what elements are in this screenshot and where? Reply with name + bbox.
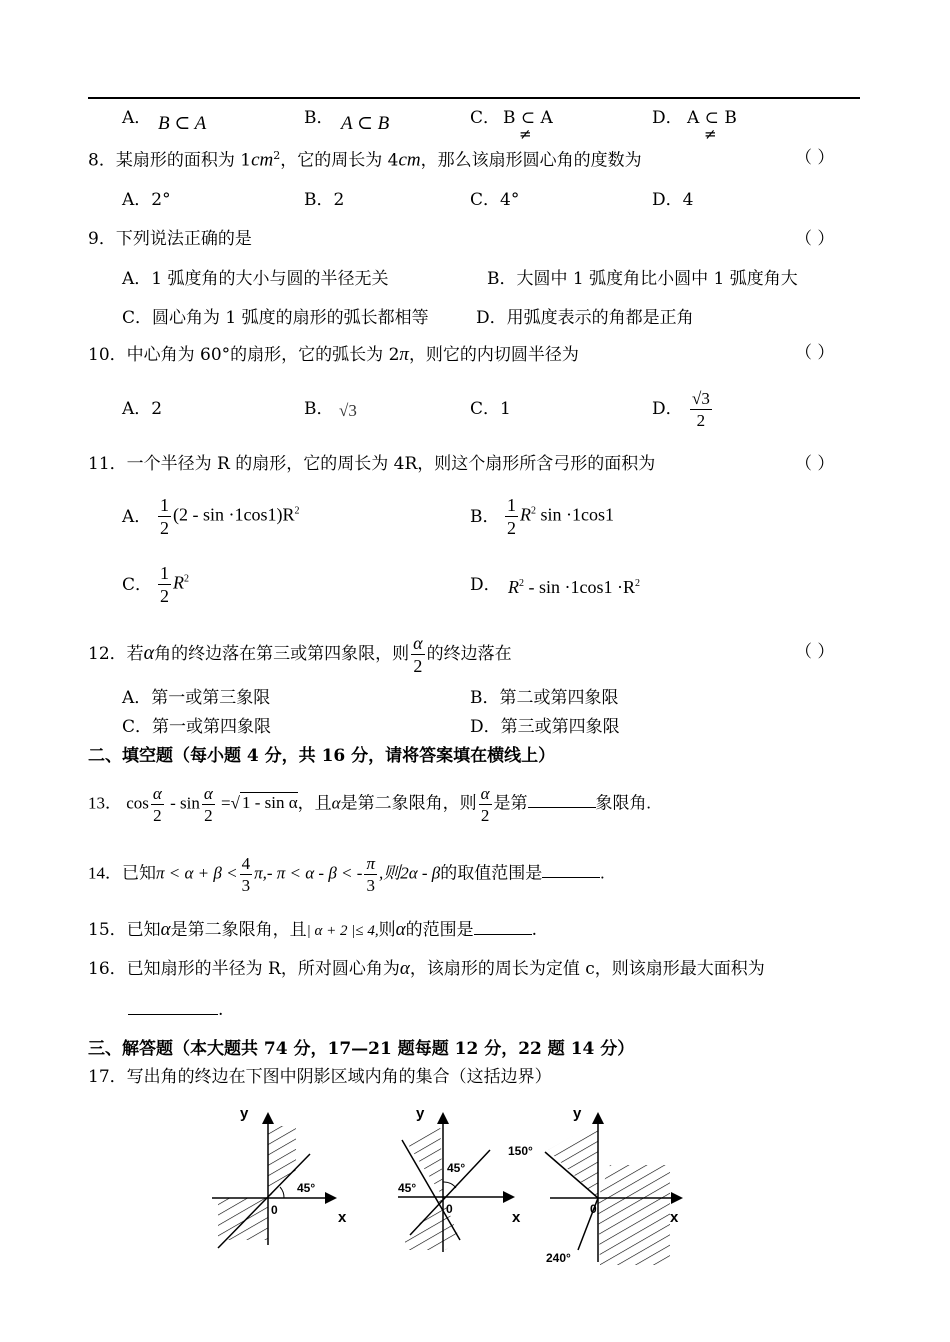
q16-number: 16． xyxy=(88,959,127,979)
q11-option-b-label: B． xyxy=(470,507,500,527)
fig2-angle-b: 45° xyxy=(398,1181,417,1195)
q7-option-c-text: B ⊂ A xyxy=(503,108,553,128)
q8-sup: 2 xyxy=(273,149,281,162)
q16-text-b: ，该扇形的周长为定值 c，则该扇形最大面积为 xyxy=(409,959,765,979)
q13-tail-b: 是第二象限角，则 xyxy=(340,793,477,813)
q13-frac3-den: 2 xyxy=(480,806,490,825)
fig1-shade-upper xyxy=(268,1126,296,1198)
q9-option-d: D．用弧度表示的角都是正角 xyxy=(476,308,694,328)
q13-frac1-num: α xyxy=(152,784,162,803)
q10-stem-b: ，则它的内切圆半径为 xyxy=(408,345,579,365)
fig3-shade-upper xyxy=(548,1122,598,1198)
q11-b-tail: sin ·1cos1 xyxy=(536,504,614,525)
q16-alpha: α xyxy=(399,958,410,979)
q13-root: 1 - sin α xyxy=(241,793,298,813)
q15-number: 15． xyxy=(88,920,127,940)
q8-option-b: B．2 xyxy=(304,190,345,210)
q7-option-a-label: A． xyxy=(122,108,152,128)
q8-option-c: C．4° xyxy=(470,190,520,210)
fig2-angle-arc xyxy=(443,1182,456,1188)
q14-number: 14． xyxy=(88,863,122,883)
q9-option-b: B．大圆中 1 弧度角比小圆中 1 弧度角大 xyxy=(487,269,798,289)
q14-frac2-den: 3 xyxy=(366,876,375,895)
q7-option-b-label: B． xyxy=(304,108,334,128)
q14-frac1-num: 4 xyxy=(241,854,251,873)
q14-expr-a: π < α + β < xyxy=(156,863,238,883)
q13-number: 13． xyxy=(88,793,122,813)
q7-option-d-label: D． xyxy=(652,108,683,128)
q8-stem-b: ，它的周长为 4 xyxy=(280,150,399,171)
q15-mid: 是第二象限角，且 xyxy=(170,920,307,940)
q10-d-numerator: √3 xyxy=(692,389,710,408)
q12-option-c: C．第一或第四象限 xyxy=(122,717,272,737)
q15-end: . xyxy=(531,920,537,940)
q11-stem-text: 一个半径为 R 的扇形，它的周长为 4R，则这个扇形所含弓形的面积为 xyxy=(126,454,656,474)
q17-stem: 写出角的终边在下图中阴影区域内角的集合（这括边界） xyxy=(126,1067,552,1087)
q8-answer-paren: （ ） xyxy=(795,148,835,168)
q13-frac3-num: α xyxy=(480,784,490,803)
q11-answer-paren: （ ） xyxy=(795,454,835,474)
q11-number: 11． xyxy=(88,454,127,474)
q11-d-r: R xyxy=(508,577,519,597)
q8-stem-a: 某扇形的面积为 1 xyxy=(115,150,252,171)
q7-option-c-neq: ≠ xyxy=(519,125,532,143)
q11-option-c-label: C． xyxy=(122,575,153,595)
q11-option-a-label: A． xyxy=(122,507,152,527)
q12-frac-den: 2 xyxy=(413,656,423,676)
q11-b-half-num: 1 xyxy=(507,495,516,515)
q13-tail-d: 象限角. xyxy=(595,793,651,813)
q10-option-d-label: D． xyxy=(652,399,683,419)
fig1-angle-arc xyxy=(280,1187,284,1198)
q13-frac1-den: 2 xyxy=(153,806,162,825)
q12-number: 12． xyxy=(88,644,127,664)
fig1-angle-label: 45° xyxy=(297,1181,316,1195)
q15-pre: 已知 xyxy=(126,920,161,940)
figure-1 xyxy=(212,1105,347,1248)
q13-alpha: α xyxy=(331,793,341,813)
q17-number: 17． xyxy=(88,1067,127,1087)
q15-condition: | α + 2 |≤ 4, xyxy=(306,923,379,939)
q10-stem-a: 中心角为 60°的扇形，它的弧长为 2 xyxy=(126,345,400,365)
q16-text-a: 已知扇形的半径为 R，所对圆心角为 xyxy=(126,959,400,979)
q10-number: 10． xyxy=(88,345,127,365)
q11-c-r: R xyxy=(173,572,184,593)
q10-d-denominator: 2 xyxy=(696,411,706,430)
q10-pi: π xyxy=(399,344,409,365)
fig2-y-label: y xyxy=(416,1105,425,1122)
q15-alpha-2: α xyxy=(395,919,406,940)
fig3-angle-240: 240° xyxy=(546,1251,571,1265)
figure-3 xyxy=(508,1105,680,1265)
q8-stem-c: ，那么该扇形圆心角的度数为 xyxy=(420,150,642,171)
q14-expr-b: π,- π < α - β < - xyxy=(254,863,363,883)
q8-option-d: D．4 xyxy=(652,190,694,210)
q11-d-square-2: 2 xyxy=(635,578,640,589)
section-3-heading: 三、解答题（本大题共 74 分，17—21 题每题 12 分，22 题 14 分） xyxy=(88,1039,635,1059)
q9-option-c: C．圆心角为 1 弧度的扇形的弧长都相等 xyxy=(122,308,429,328)
q12-answer-paren: （ ） xyxy=(795,642,835,662)
q11-b-square: 2 xyxy=(531,505,536,517)
q11-b-r: R xyxy=(520,504,531,525)
q12-frac-num: α xyxy=(413,633,423,653)
q13-tail-a: ，且 xyxy=(297,793,332,813)
q11-d-square: 2 xyxy=(519,578,524,589)
q10-option-b-label: B． xyxy=(304,399,334,419)
q11-a-square: 2 xyxy=(294,505,300,517)
q11-c-half-den: 2 xyxy=(160,586,169,606)
fig3-x-label: x xyxy=(670,1209,679,1226)
q13-frac2-den: 2 xyxy=(204,806,213,825)
q15-alpha: α xyxy=(160,919,171,940)
q11-c-half-num: 1 xyxy=(160,563,169,583)
q11-a-half-den: 2 xyxy=(160,518,169,538)
fig3-y-label: y xyxy=(573,1105,582,1122)
fig1-y-label: y xyxy=(240,1105,249,1122)
q14-frac1-den: 3 xyxy=(241,876,251,895)
q12-stem-b: 角的终边落在第三或第四象限，则 xyxy=(154,644,410,664)
q12-option-d: D．第三或第四象限 xyxy=(470,717,620,737)
fig2-origin: 0 xyxy=(446,1202,453,1216)
q15-then: 则 xyxy=(378,920,396,940)
q16-end: . xyxy=(218,1000,224,1020)
q10-answer-paren: （ ） xyxy=(795,343,835,363)
q12-option-b: B．第二或第四象限 xyxy=(470,688,619,708)
q9-stem-text: 下列说法正确的是 xyxy=(115,229,252,249)
fig3-shade-lower xyxy=(598,1165,670,1265)
q11-d-tail: - sin ·1cos1 ·R xyxy=(524,577,635,597)
q7-option-d-neq: ≠ xyxy=(704,125,717,143)
q13-tail-c: 是第 xyxy=(493,793,528,813)
q14-end: . xyxy=(600,863,605,883)
q8-unit-2: cm xyxy=(398,149,421,171)
q7-option-b-math: A ⊂ B xyxy=(341,113,390,134)
q15-post: 的范围是 xyxy=(405,920,474,940)
q10-option-c: C．1 xyxy=(470,399,511,419)
q7-option-c-label: C． xyxy=(470,108,501,128)
q9-option-a: A．1 弧度角的大小与圆的半径无关 xyxy=(122,269,389,289)
q8-option-a: A．2° xyxy=(122,190,171,210)
q11-c-square: 2 xyxy=(184,573,189,585)
q11-b-half-den: 2 xyxy=(507,518,516,538)
q11-a-expr-text: (2 - sin ·1cos1)R xyxy=(173,504,295,525)
section-2-heading: 二、填空题（每小题 4 分，共 16 分，请将答案填在横线上） xyxy=(88,746,556,766)
fig2-x-label: x xyxy=(512,1209,521,1226)
fig1-origin: 0 xyxy=(271,1203,278,1217)
q13-frac2-num: α xyxy=(203,784,213,803)
q11-a-half-num: 1 xyxy=(160,495,169,515)
q9-answer-paren: （ ） xyxy=(795,229,835,249)
q12-stem-c: 的终边落在 xyxy=(426,644,512,664)
q9-number: 9． xyxy=(88,229,116,249)
q8-unit-1: cm xyxy=(251,149,274,171)
q12-alpha: α xyxy=(143,642,155,664)
fig2-angle-a: 45° xyxy=(447,1161,466,1175)
q13-minus-sin: - sin xyxy=(165,793,200,813)
fig3-angle-150: 150° xyxy=(508,1144,533,1158)
q13-equals: = xyxy=(216,793,231,813)
q13-cos: cos xyxy=(126,793,149,813)
fig1-x-label: x xyxy=(338,1209,347,1226)
q11-option-d-label: D． xyxy=(470,575,501,595)
q10-option-a: A．2 xyxy=(122,399,163,419)
q10-option-b-value: √3 xyxy=(339,401,357,420)
q14-expr-c: ,则2α - β xyxy=(378,863,441,883)
q14-post: 的取值范围是 xyxy=(440,863,543,883)
q12-stem-a: 若 xyxy=(126,644,144,664)
figure-2 xyxy=(398,1105,521,1252)
q12-option-a: A．第一或第三象限 xyxy=(122,688,271,708)
q7-option-a-math: B ⊂ A xyxy=(158,113,207,134)
question-13: 13． cos $\frac{\alpha}{2}$ - sin $\frac{\alpha}{2}$ =√ 1 - sin α，且α是第二象限角，则 $\frac{\alpha}{2}$ 是第 象限角. xyxy=(88,784,651,825)
q8-number: 8． xyxy=(88,150,116,171)
fig3-origin: 0 xyxy=(590,1202,597,1216)
q14-pre: 已知 xyxy=(122,863,156,883)
q14-frac2-num: π xyxy=(366,854,375,873)
q7-option-d-text: A ⊂ B xyxy=(687,108,737,128)
